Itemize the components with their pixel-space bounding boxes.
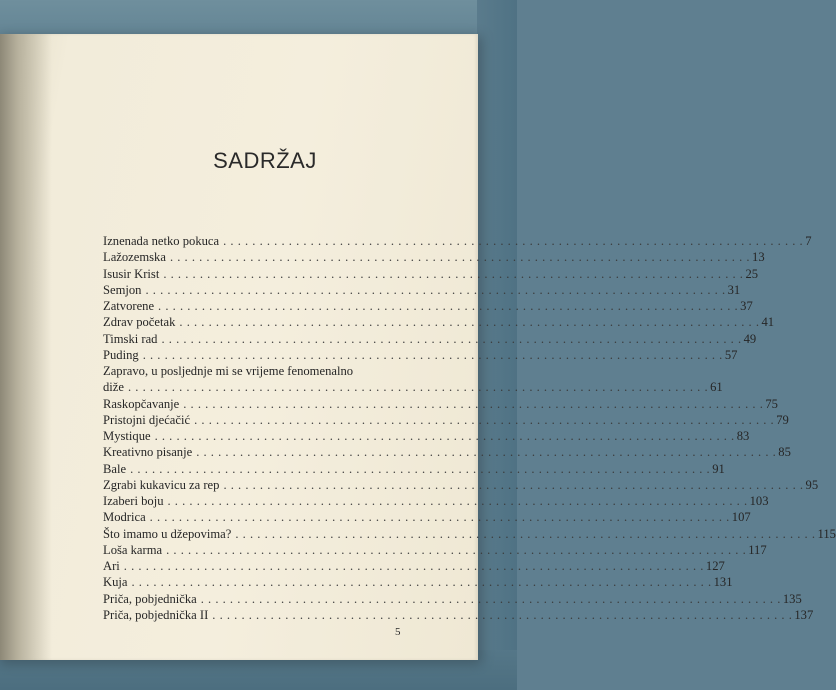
toc-entry — [103, 347, 738, 363]
toc-entry — [103, 493, 769, 509]
toc-entry — [103, 428, 750, 444]
toc-entry-title: Mystique — [103, 429, 151, 443]
toc-entry — [103, 574, 733, 590]
toc-leader-dots: . . . . . . . . . . . . . . . . . . . . . . . . . . . . . . . . . . . . . . . . . . . . . . . . . . . . . . . . . . . . . . . . . . . . . . . . . . . . . . . . — [163, 266, 744, 281]
toc-leader-dots: . . . . . . . . . . . . . . . . . . . . . . . . . . . . . . . . . . . . . . . . . . . . . . . . . . . . . . . . . . . . . . . . . . . . . . . . . . . . . . . . — [200, 591, 781, 606]
toc-leader-dots: . . . . . . . . . . . . . . . . . . . . . . . . . . . . . . . . . . . . . . . . . . . . . . . . . . . . . . . . . . . . . . . . . . . . . . . . . . . . . . . . — [235, 526, 816, 541]
toc-entry-title: Raskopčavanje — [103, 396, 180, 411]
toc-leader-dots: . . . . . . . . . . . . . . . . . . . . . . . . . . . . . . . . . . . . . . . . . . . . . . . . . . . . . . . . . . . . . . . . . . . . . . . . . . . . . . . . — [169, 250, 751, 265]
toc-entry-page: 91 — [712, 461, 725, 476]
toc-entry-title: Što imamo u džepovima? — [103, 526, 232, 541]
toc-entry-page: 7 — [805, 234, 812, 248]
toc-entry — [103, 314, 775, 330]
toc-entry-page: 85 — [778, 445, 791, 460]
toc-leader-dots: . . . . . . . . . . . . . . . . . . . . . . . . . . . . . . . . . . . . . . . . . . . . . . . . . . . . . . . . . . . . . . . . . . . . . . . . . . . . . . . . — [196, 445, 777, 460]
toc-entry-title: Kreativno pisanje — [103, 445, 193, 460]
toc-entry-title: Puding — [103, 347, 139, 362]
toc-leader-dots: . . . . . . . . . . . . . . . . . . . . . . . . . . . . . . . . . . . . . . . . . . . . . . . . . . . . . . . . . . . . . . . . . . . . . . . . . . . . . . . . — [123, 559, 704, 573]
toc-entry-title: Pristojni djećačić — [103, 412, 191, 427]
toc-entry-title: Zdrav početak — [103, 315, 176, 330]
toc-leader-dots: . . . . . . . . . . . . . . . . . . . . . . . . . . . . . . . . . . . . . . . . . . . . . . . . . . . . . . . . . . . . . . . . . . . . . . . . . . . . . . . . — [166, 542, 747, 557]
toc-entry-page: 117 — [748, 542, 767, 557]
toc-entry — [103, 558, 725, 574]
toc-entry-page: 127 — [705, 559, 725, 573]
toc-entry-title: Zatvorene — [103, 299, 155, 313]
toc-leader-dots: . . . . . . . . . . . . . . . . . . . . . . . . . . . . . . . . . . . . . . . . . . . . . . . . . . . . . . . . . . . . . . . . . . . . . . . . . . . . . . . . — [149, 510, 730, 525]
toc-entry-page: 31 — [727, 282, 741, 297]
toc-leader-dots: . . . . . . . . . . . . . . . . . . . . . . . . . . . . . . . . . . . . . . . . . . . . . . . . . . . . . . . . . . . . . . . . . . . . . . . . . . . . . . . . — [142, 347, 723, 362]
toc-entry — [103, 331, 757, 347]
toc-entry-page: 49 — [743, 331, 757, 346]
toc-entry — [103, 607, 814, 623]
toc-entry-page: 131 — [713, 575, 733, 590]
toc-entry-title: Kuja — [103, 575, 128, 590]
toc-leader-dots: . . . . . . . . . . . . . . . . . . . . . . . . . . . . . . . . . . . . . . . . . . . . . . . . . . . . . . . . . . . . . . . . . . . . . . . . . . . . . . . . — [154, 429, 735, 443]
toc-entry — [103, 298, 753, 314]
toc-entry-page: 13 — [752, 250, 765, 265]
toc-entry-page: 115 — [817, 526, 836, 541]
toc-entry-page: 83 — [736, 429, 750, 443]
toc-entry-page: 103 — [749, 494, 769, 508]
toc-leader-dots: . . . . . . . . . . . . . . . . . . . . . . . . . . . . . . . . . . . . . . . . . . . . . . . . . . . . . . . . . . . . . . . . . . . . . . . . . . . . . . . . — [167, 494, 748, 508]
toc-leader-dots: . . . . . . . . . . . . . . . . . . . . . . . . . . . . . . . . . . . . . . . . . . . . . . . . . . . . . . . . . . . . . . . . . . . . . . . . . . . . . . . . — [183, 396, 764, 411]
toc-entry-continuation — [103, 379, 723, 395]
toc-entry-title: Izaberi boju — [103, 494, 164, 508]
toc-leader-dots: . . . . . . . . . . . . . . . . . . . . . . . . . . . . . . . . . . . . . . . . . . . . . . . . . . . . . . . . . . . . . . . . . . . . . . . . . . . . . . . . — [212, 607, 793, 622]
toc-leader-dots: . . . . . . . . . . . . . . . . . . . . . . . . . . . . . . . . . . . . . . . . . . . . . . . . . . . . . . . . . . . . . . . . . . . . . . . . . . . . . . . . — [131, 575, 712, 590]
toc-entry-page: 25 — [745, 266, 759, 281]
toc-entry-title: Bale — [103, 461, 127, 476]
toc-entry-page: 107 — [731, 510, 751, 525]
toc-entry-page: 137 — [794, 607, 814, 622]
toc-entry-page: 37 — [740, 299, 753, 313]
toc-entry-title: Lažozemska — [103, 250, 166, 265]
toc-leader-dots: . . . . . . . . . . . . . . . . . . . . . . . . . . . . . . . . . . . . . . . . . . . . . . . . . . . . . . . . . . . . . . . . . . . . . . . . . . . . . . . . — [130, 461, 711, 476]
toc-entry — [103, 233, 812, 249]
toc-entry — [103, 363, 401, 379]
page-number: 5 — [395, 626, 401, 638]
toc-entry — [103, 266, 759, 282]
toc-entry — [103, 444, 791, 460]
toc-entry-page: 57 — [724, 347, 738, 362]
toc-entry-page: 95 — [805, 477, 819, 492]
toc-entry — [103, 542, 767, 558]
toc-entry-page: 61 — [710, 380, 723, 395]
toc-leader-dots: . . . . . . . . . . . . . . . . . . . . . . . . . . . . . . . . . . . . . . . . . . . . . . . . . . . . . . . . . . . . . . . . . . . . . . . . . . . . . . . . — [161, 331, 742, 346]
toc-leader-dots: . . . . . . . . . . . . . . . . . . . . . . . . . . . . . . . . . . . . . . . . . . . . . . . . . . . . . . . . . . . . . . . . . . . . . . . . . . . . . . . . — [223, 477, 804, 492]
toc-entry-page: 135 — [782, 591, 802, 606]
toc-leader-dots: . . . . . . . . . . . . . . . . . . . . . . . . . . . . . . . . . . . . . . . . . . . . . . . . . . . . . . . . . . . . . . . . . . . . . . . . . . . . . . . . — [145, 282, 726, 297]
toc-entry — [103, 249, 765, 265]
toc-entry — [103, 412, 789, 428]
toc-entry — [103, 282, 741, 298]
toc-entry-page: 41 — [761, 315, 775, 330]
toc-entry-page: 79 — [776, 412, 789, 427]
toc-leader-dots: . . . . . . . . . . . . . . . . . . . . . . . . . . . . . . . . . . . . . . . . . . . . . . . . . . . . . . . . . . . . . . . . . . . . . . . . . . . . . . . . — [179, 315, 760, 330]
toc-entry-title: Priča, pobjednička — [103, 591, 197, 606]
toc-entry — [103, 591, 802, 607]
contents-heading: SADRŽAJ — [213, 148, 317, 173]
toc-entry — [103, 461, 725, 477]
toc-entry — [103, 477, 819, 493]
toc-entry-title: Priča, pobjednička II — [103, 607, 209, 622]
toc-entry — [103, 526, 836, 542]
book-gutter — [0, 34, 52, 660]
toc-entry-title: Zapravo, u posljednje mi se vrijeme fenomenalno — [103, 364, 354, 378]
toc-entry-title: Loša karma — [103, 542, 163, 557]
toc-entry-title: Zgrabi kukavicu za rep — [103, 477, 220, 492]
toc-entry — [103, 509, 751, 525]
toc-leader-dots: . . . . . . . . . . . . . . . . . . . . . . . . . . . . . . . . . . . . . . . . . . . . . . . . . . . . . . . . . . . . . . . . . . . . . . . . . . . . . . . . — [158, 299, 739, 313]
toc-entry — [103, 396, 778, 412]
toc-leader-dots: . . . . . . . . . . . . . . . . . . . . . . . . . . . . . . . . . . . . . . . . . . . . . . . . . . . . . . . . . . . . . . . . . . . . . . . . . . . . . . . . — [223, 234, 804, 248]
toc-leader-dots: . . . . . . . . . . . . . . . . . . . . . . . . . . . . . . . . . . . . . . . . . . . . . . . . . . . . . . . . . . . . . . . . . . . . . . . . . . . . . . . . — [127, 380, 709, 395]
toc-entry-title: Modrica — [103, 510, 146, 525]
toc-entry-title: Iznenada netko pokuca — [103, 234, 220, 248]
toc-entry-page: 75 — [765, 396, 778, 411]
toc-entry-title: Isusir Krist — [103, 266, 160, 281]
toc-entry-title: Timski rad — [103, 331, 158, 346]
toc-leader-dots: . . . . . . . . . . . . . . . . . . . . . . . . . . . . . . . . . . . . . . . . . . . . . . . . . . . . . . . . . . . . . . . . . . . . . . . . . . . . . . . . — [194, 412, 775, 427]
toc-entry-title-continuation: diže — [103, 380, 124, 395]
toc-entry-title: Ari — [103, 559, 120, 573]
table-of-contents — [103, 233, 836, 623]
toc-entry-title: Semjon — [103, 282, 142, 297]
